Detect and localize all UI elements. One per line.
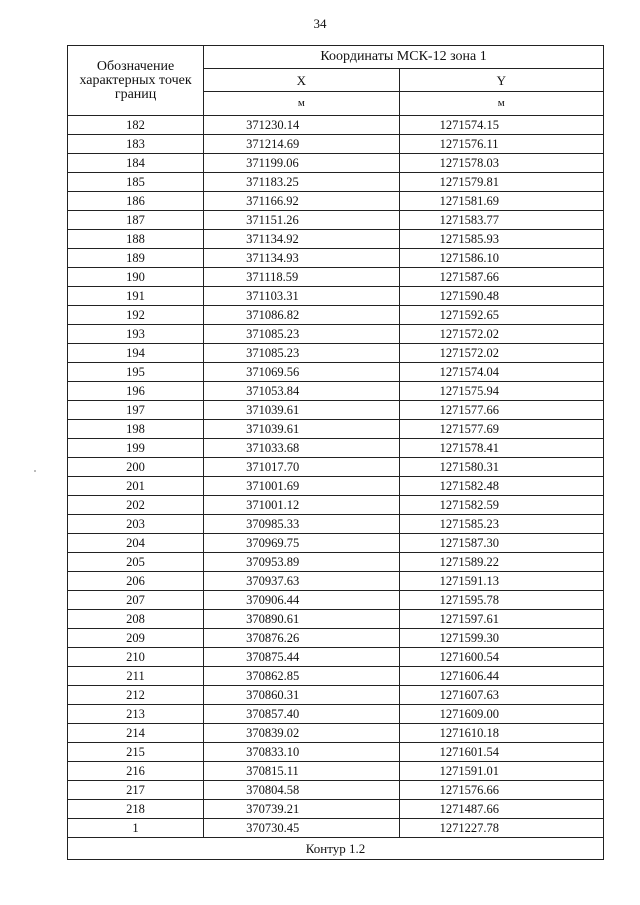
coord-y: 1271610.18 [399,724,603,743]
coord-x: 371118.59 [204,268,399,287]
coordinates-table [67,45,604,860]
point-number: 191 [68,287,204,306]
table-row [68,515,604,534]
coord-y: 1271579.81 [399,173,603,192]
coord-x: 370860.31 [204,686,399,705]
table-row [68,363,604,382]
point-number: 198 [68,420,204,439]
coord-y: 1271576.66 [399,781,603,800]
table-row [68,173,604,192]
coord-y: 1271574.04 [399,363,603,382]
coord-y: 1271582.48 [399,477,603,496]
coord-x: 370862.85 [204,667,399,686]
point-number: 199 [68,439,204,458]
coord-y: 1271580.31 [399,458,603,477]
point-number: 212 [68,686,204,705]
table-row [68,458,604,477]
coord-y: 1271585.93 [399,230,603,249]
table-row [68,344,604,363]
point-number: 193 [68,325,204,344]
coord-x: 371230.14 [204,116,399,135]
table-row [68,534,604,553]
coord-y: 1271577.66 [399,401,603,420]
coord-y: 1271572.02 [399,344,603,363]
table-row [68,705,604,724]
point-number: 217 [68,781,204,800]
point-number: 211 [68,667,204,686]
table-row [68,819,604,838]
coord-y: 1271589.22 [399,553,603,572]
coord-y: 1271574.15 [399,116,603,135]
header-points: Обозначение характерных точек границ [68,46,204,116]
point-number: 184 [68,154,204,173]
table-row [68,230,604,249]
coord-y: 1271227.78 [399,819,603,838]
point-number: 203 [68,515,204,534]
coord-y: 1271487.66 [399,800,603,819]
coord-x: 370876.26 [204,629,399,648]
table-row [68,116,604,135]
header-x: X [204,69,399,92]
coord-x: 371199.06 [204,154,399,173]
table-row [68,420,604,439]
coord-y: 1271595.78 [399,591,603,610]
coord-y: 1271578.41 [399,439,603,458]
coord-x: 370739.21 [204,800,399,819]
point-number: 186 [68,192,204,211]
point-number: 204 [68,534,204,553]
point-number: 218 [68,800,204,819]
table-row [68,648,604,667]
coord-y: 1271591.01 [399,762,603,781]
table-row [68,211,604,230]
table-row [68,439,604,458]
point-number: 206 [68,572,204,591]
coord-y: 1271581.69 [399,192,603,211]
coord-y: 1271592.65 [399,306,603,325]
table-row [68,268,604,287]
point-number: 192 [68,306,204,325]
coord-x: 371214.69 [204,135,399,154]
coord-y: 1271577.69 [399,420,603,439]
coord-y: 1271583.77 [399,211,603,230]
table-row [68,686,604,705]
point-number: 1 [68,819,204,838]
point-number: 205 [68,553,204,572]
table-row [68,135,604,154]
coord-y: 1271601.54 [399,743,603,762]
coord-x: 371085.23 [204,325,399,344]
coord-x: 370804.58 [204,781,399,800]
page-number: 34 [313,16,327,31]
coord-y: 1271576.11 [399,135,603,154]
unit-y: м [399,92,603,116]
point-number: 216 [68,762,204,781]
point-number: 202 [68,496,204,515]
point-number: 215 [68,743,204,762]
coord-y: 1271609.00 [399,705,603,724]
point-number: 187 [68,211,204,230]
table-row [68,192,604,211]
coord-y: 1271606.44 [399,667,603,686]
coord-x: 370953.89 [204,553,399,572]
coord-x: 371166.92 [204,192,399,211]
coord-x: 370815.11 [204,762,399,781]
coord-x: 371039.61 [204,401,399,420]
coord-y: 1271575.94 [399,382,603,401]
table-row [68,553,604,572]
coord-x: 371053.84 [204,382,399,401]
point-number: 182 [68,116,204,135]
point-number: 194 [68,344,204,363]
coord-x: 371134.93 [204,249,399,268]
table-row [68,762,604,781]
table-row [68,382,604,401]
table-row [68,724,604,743]
coord-x: 371033.68 [204,439,399,458]
coord-x: 371151.26 [204,211,399,230]
coord-y: 1271586.10 [399,249,603,268]
point-number: 196 [68,382,204,401]
table-row [68,591,604,610]
coord-x: 370985.33 [204,515,399,534]
coord-x: 371017.70 [204,458,399,477]
coord-x: 370937.63 [204,572,399,591]
coord-x: 371086.82 [204,306,399,325]
table-row [68,496,604,515]
table-row [68,401,604,420]
coord-x: 371001.69 [204,477,399,496]
table-row [68,572,604,591]
table-row [68,629,604,648]
coord-y: 1271572.02 [399,325,603,344]
coord-x: 370875.44 [204,648,399,667]
point-number: 197 [68,401,204,420]
contour-label: Контур 1.2 [68,838,604,860]
coord-y: 1271582.59 [399,496,603,515]
coord-x: 370730.45 [204,819,399,838]
table-row [68,667,604,686]
table-row [68,154,604,173]
coord-y: 1271591.13 [399,572,603,591]
coord-x: 370969.75 [204,534,399,553]
point-number: 189 [68,249,204,268]
coord-x: 371183.25 [204,173,399,192]
coord-y: 1271585.23 [399,515,603,534]
table-row [68,610,604,629]
coord-x: 370833.10 [204,743,399,762]
point-number: 183 [68,135,204,154]
table-row [68,287,604,306]
unit-x: м [204,92,399,116]
coord-y: 1271607.63 [399,686,603,705]
coord-x: 371103.31 [204,287,399,306]
coord-x: 371069.56 [204,363,399,382]
table-row [68,743,604,762]
point-number: 210 [68,648,204,667]
coord-y: 1271597.61 [399,610,603,629]
coord-x: 371134.92 [204,230,399,249]
coord-x: 371085.23 [204,344,399,363]
table-row [68,249,604,268]
coord-y: 1271578.03 [399,154,603,173]
table-row [68,781,604,800]
header-coordinates: Координаты МСК-12 зона 1 [204,46,604,69]
point-number: 208 [68,610,204,629]
point-number: 214 [68,724,204,743]
coord-x: 370857.40 [204,705,399,724]
point-number: 207 [68,591,204,610]
footer-row [68,838,604,860]
table-row [68,800,604,819]
point-number: 201 [68,477,204,496]
coord-x: 371039.61 [204,420,399,439]
table-row [68,477,604,496]
point-number: 188 [68,230,204,249]
point-number: 195 [68,363,204,382]
header-y: Y [399,69,603,92]
scan-mark [34,470,36,472]
point-number: 200 [68,458,204,477]
coord-x: 370906.44 [204,591,399,610]
coord-y: 1271587.66 [399,268,603,287]
point-number: 190 [68,268,204,287]
point-number: 185 [68,173,204,192]
coord-y: 1271587.30 [399,534,603,553]
table-row [68,325,604,344]
point-number: 213 [68,705,204,724]
coord-y: 1271590.48 [399,287,603,306]
coord-x: 371001.12 [204,496,399,515]
coord-y: 1271600.54 [399,648,603,667]
coord-y: 1271599.30 [399,629,603,648]
point-number: 209 [68,629,204,648]
table-row [68,306,604,325]
coord-x: 370839.02 [204,724,399,743]
coord-x: 370890.61 [204,610,399,629]
